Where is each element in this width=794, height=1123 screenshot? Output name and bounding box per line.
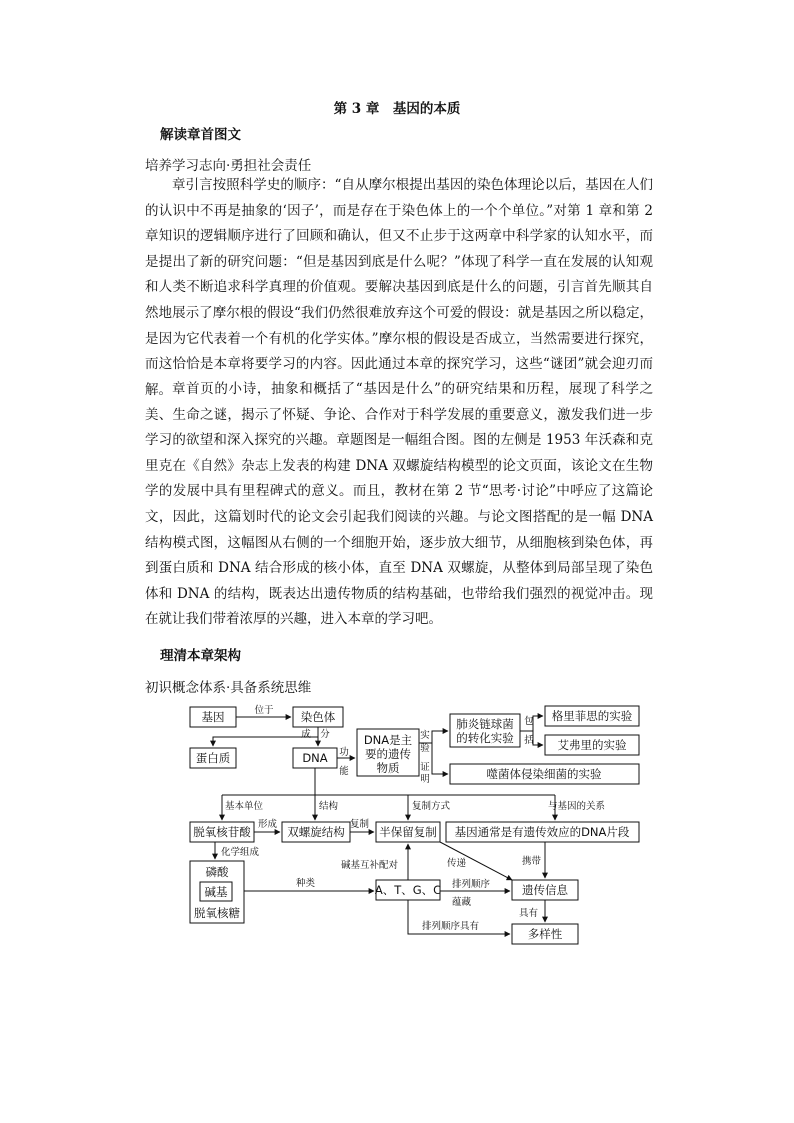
- label-stores: 蕴藏: [452, 897, 472, 908]
- label-carries: 携带: [522, 856, 542, 867]
- arrow-to-phage: [432, 743, 448, 774]
- label-gong: 功: [339, 747, 349, 758]
- node-gene-def: 基因通常是有遗传效应的DNA片段: [454, 825, 630, 839]
- label-zheng: 证: [420, 762, 430, 773]
- node-semi: 半保留复制: [379, 825, 437, 839]
- node-double-helix: 双螺旋结构: [287, 825, 345, 839]
- node-dna: DNA: [302, 751, 328, 765]
- node-dna-main-2: 要的遗传: [365, 747, 411, 761]
- label-structure: 结构: [319, 801, 339, 812]
- section-subheading-reading: 培养学习志向·勇担社会责任: [145, 158, 312, 174]
- label-order: 排列顺序: [452, 879, 491, 890]
- node-genetic-info: 遗传信息: [522, 883, 568, 897]
- label-transfer: 传递: [447, 858, 467, 869]
- label-yan: 验: [420, 743, 430, 754]
- paragraph-2: 章首页的小诗，抽象和概括了“基因是什么”的研究结果和历程，展现了科学之美、生命之谜，揭示了怀疑、争论、合作对于科学发展的重要意义，激发我们进一步学习的欲望和深入探究的兴趣。章题图是一幅组合图。图的左侧是 1953 年沃森和克里克在《自然》杂志上发表的构建 DNA 双螺旋结构模型的论文页面，该论文在生物学的发展中具有里程碑式的意义。而且，教材在第 2 节“思考·讨论”中呼应了这篇论文，因此，这篇划时代的论文会引起我们阅读的兴趣。与论文图搭配的是一幅 DNA 结构模式图，这幅图从右侧的一个细胞开始，逐步放大细节，从细胞核到染色体，再到蛋白质和 DNA 结合形成的核小体，直至 DNA 双螺旋，从整体到局部呈现了染色体和 DNA 的结构，既表达出遗传物质的结构基础，也带给我们强烈的视觉冲击。现在就让我们带着浓厚的兴趣，进入本章的学习吧。: [145, 381, 653, 628]
- label-located-on: 位于: [254, 705, 274, 716]
- label-cheng: 成: [301, 729, 311, 740]
- label-replication-mode: 复制方式: [412, 801, 451, 812]
- label-bao: 包: [524, 716, 534, 727]
- label-shi: 实: [420, 730, 430, 741]
- label-kuo: 括: [524, 735, 534, 746]
- label-forms: 形成: [258, 819, 278, 830]
- node-phage: 噬菌体侵染细菌的实验: [486, 767, 602, 781]
- node-protein: 蛋白质: [195, 751, 231, 765]
- node-gene: 基因: [201, 710, 225, 724]
- label-order-has: 排列顺序具有: [422, 921, 480, 932]
- label-ming: 明: [420, 774, 430, 785]
- label-kinds: 种类: [296, 878, 316, 889]
- chapter-title: 第 3 章 基因的本质: [333, 101, 461, 117]
- label-relation-gene: 与基因的关系: [548, 801, 606, 812]
- node-base: 碱基: [204, 885, 228, 899]
- node-pneumo-2: 的转化实验: [456, 731, 514, 745]
- node-pneumo-1: 肺炎链球菌: [456, 717, 514, 731]
- node-avery: 艾弗里的实验: [557, 738, 627, 752]
- section-heading-structure: 理清本章架构: [160, 648, 241, 664]
- node-phosphate: 磷酸: [205, 865, 229, 879]
- label-neng: 能: [339, 766, 349, 777]
- label-fen: 分: [320, 729, 330, 740]
- node-deoxyribose: 脱氧核糖: [194, 906, 240, 920]
- node-diversity: 多样性: [527, 927, 563, 941]
- section-subheading-structure: 初识概念体系·具备系统思维: [145, 680, 312, 696]
- node-griffith: 格里菲思的实验: [551, 709, 633, 723]
- label-replicate: 复制: [350, 819, 370, 830]
- label-chem-comp: 化学组成: [221, 847, 260, 858]
- label-pairing: 碱基互补配对: [341, 860, 399, 871]
- section-heading-reading: 解读章首图文: [160, 127, 241, 143]
- node-atgc: A、T、G、C: [374, 883, 442, 897]
- paragraph-1: 章引言按照科学史的顺序：“自从摩尔根提出基因的染色体理论以后，基因在人们的认识中不再是抽象的‘因子’，而是存在于染色体上的一个个单位。”对第 1 章和第 2 章知识的逻辑顺序进行了回顾和确认，但又不止步于这两章中科学家的认知水平，而是提出了新的研究问题：“但是基因到底是什么呢？”体现了科学一直在发展的认知观和人类不断追求科学真理的价值观。要解决基因到底是什么的问题，引言首先顺其自然地展示了摩尔根的假设“我们仍然很难放弃这个可爱的假设：就是基因之所以稳定，是因为它代表着一个有机的化学实体。”摩尔根的假设是否成立，当然需要进行探究，而这恰恰是本章将要学习的内容。因此通过本章的探究学习，这些“谜团”就会迎刃而解。: [145, 177, 653, 398]
- node-chromosome: 染色体: [300, 710, 336, 724]
- node-dna-main-1: DNA是主: [363, 733, 413, 747]
- node-nucleotide: 脱氧核苷酸: [193, 825, 251, 839]
- label-has: 具有: [519, 908, 539, 919]
- label-basic-unit: 基本单位: [225, 801, 264, 812]
- node-dna-main-3: 物质: [376, 761, 400, 775]
- arrow-to-avery: [533, 731, 543, 745]
